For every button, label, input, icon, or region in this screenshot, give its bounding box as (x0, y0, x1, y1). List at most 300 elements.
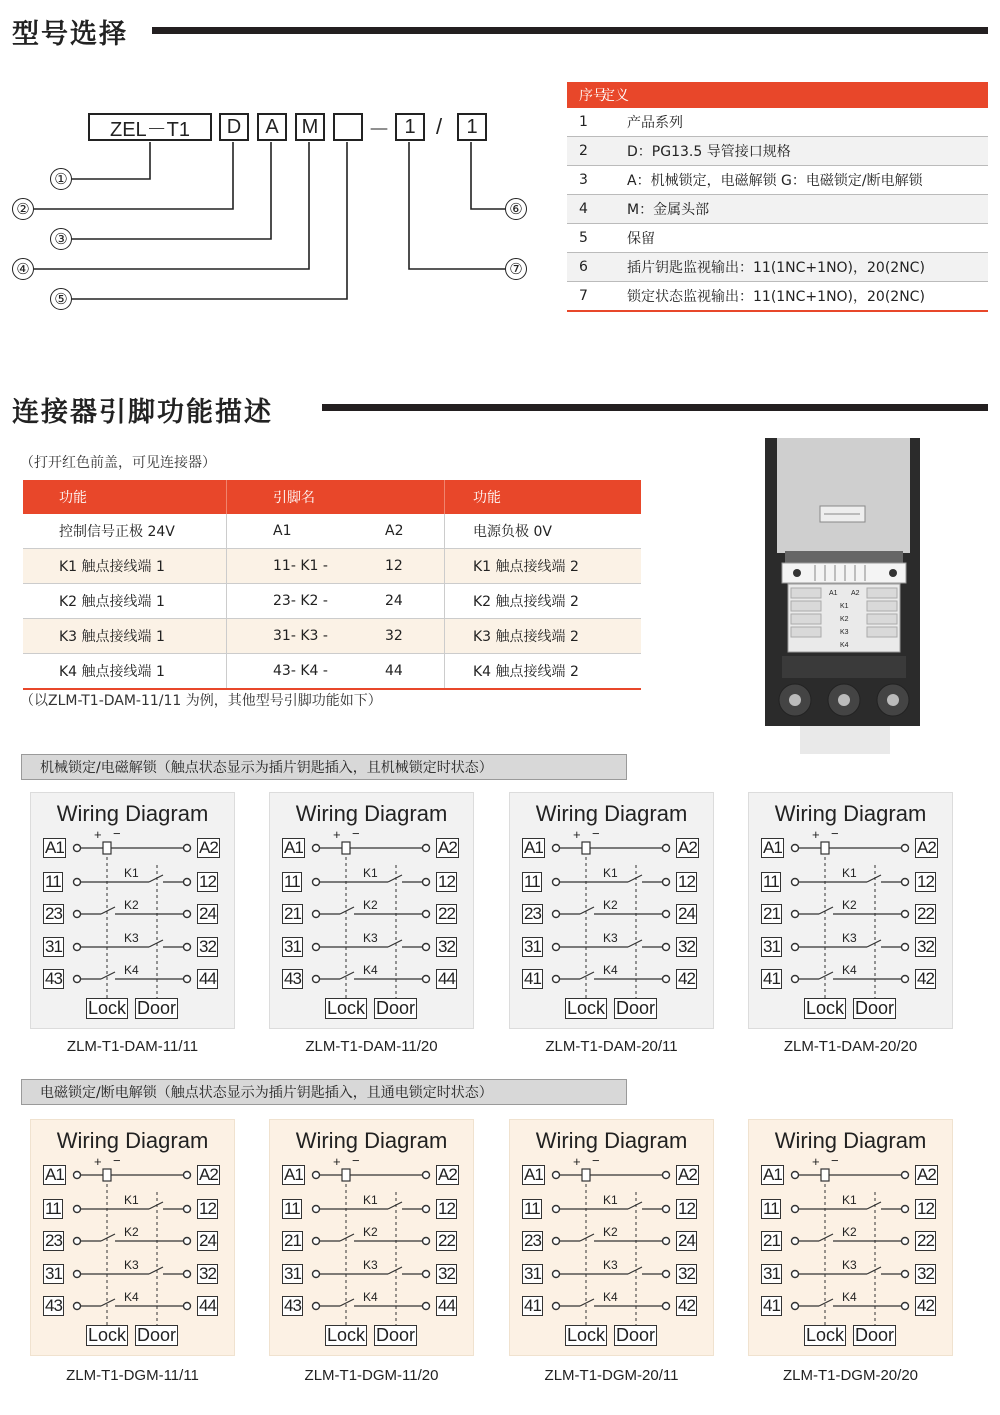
terminal-label-right: 32 (438, 937, 455, 956)
terminal-label-right: A2 (678, 838, 697, 857)
model-label: ZLM-T1-DAM-11/20 (305, 1038, 438, 1055)
terminal-label-right: A2 (199, 838, 218, 857)
terminal-label-right: 32 (199, 937, 216, 956)
terminal-label-right: 32 (917, 1264, 934, 1283)
model-box-a: A (257, 113, 287, 141)
terminal (313, 845, 320, 852)
wiring-diagram-title: Wiring Diagram (295, 1128, 448, 1153)
terminal-label-left: 23 (524, 1231, 541, 1250)
terminal-label-right: 24 (678, 1231, 695, 1250)
terminal (902, 879, 909, 886)
terminal (902, 976, 909, 983)
terminal (74, 1206, 81, 1213)
terminal (423, 845, 430, 852)
model-label: ZLM-T1-DAM-20/20 (783, 1038, 918, 1055)
terminal-label-right: 32 (199, 1264, 216, 1283)
connector-label: K4 (840, 642, 849, 649)
terminal-label-left: 31 (284, 1264, 301, 1283)
header-function-left: 功能 (23, 480, 227, 514)
terminal (792, 1172, 799, 1179)
coil-minus-label: − (831, 826, 839, 841)
lock-label: Lock (567, 1325, 606, 1345)
terminal-label-left: 11 (524, 1199, 540, 1218)
wiring-diagram (748, 792, 953, 1029)
contact-label: K3 (124, 931, 139, 945)
terminal-label-left: 41 (524, 969, 541, 988)
terminal (663, 944, 670, 951)
terminal-label-left: 41 (763, 969, 780, 988)
terminal-label-right: A2 (678, 1165, 697, 1184)
terminal (792, 944, 799, 951)
terminal (792, 911, 799, 918)
terminal-label-right: A2 (438, 1165, 457, 1184)
connector-label: A2 (851, 590, 860, 597)
model-label: ZLM-T1-DAM-11/11 (66, 1038, 199, 1055)
model-label: ZLM-T1-DGM-20/11 (544, 1367, 679, 1384)
terminal (553, 845, 560, 852)
wiring-diagram (509, 792, 714, 1029)
wiring-diagram (30, 1119, 235, 1356)
connector-photo (760, 436, 980, 766)
terminal (553, 944, 560, 951)
terminal (74, 1172, 81, 1179)
terminal (902, 1206, 909, 1213)
terminal-label-left: 21 (763, 1231, 780, 1250)
terminal (663, 976, 670, 983)
terminal (663, 1303, 670, 1310)
terminal (74, 845, 81, 852)
contact-label: K2 (124, 898, 139, 912)
terminal (792, 1271, 799, 1278)
terminal-label-right: 32 (678, 937, 695, 956)
terminal (184, 944, 191, 951)
contact-label: K4 (363, 1290, 378, 1304)
marker-4: ④ (12, 258, 34, 280)
coil (103, 1169, 111, 1181)
pin-function-table (23, 480, 641, 690)
terminal (184, 845, 191, 852)
pin-note-bottom: （以ZLM-T1-DAM-11/11 为例，其他型号引脚功能如下） (20, 693, 382, 709)
door-label: Door (137, 998, 177, 1018)
contact-switch (388, 940, 402, 947)
wiring-diagram-title: Wiring Diagram (774, 801, 927, 826)
table-row: K4 触点接线端 1 43- K4 - 44 K4 触点接线端 2 (23, 654, 641, 690)
definition-row: 4 M：金属头部 (567, 195, 988, 224)
coil (103, 842, 111, 854)
coil-minus-label: − (592, 826, 600, 841)
coil-plus-label: + (573, 1154, 581, 1169)
terminal-label-right: 44 (438, 969, 455, 988)
lock-label: Lock (88, 1325, 127, 1345)
terminal-label-right: 32 (917, 937, 934, 956)
terminal (792, 1238, 799, 1245)
connector-label: A1 (829, 590, 838, 597)
terminal-label-right: 44 (438, 1296, 455, 1315)
terminal-label-left: A1 (763, 1165, 782, 1184)
terminal-label-left: 21 (763, 904, 780, 923)
terminal (423, 1303, 430, 1310)
terminal (553, 1271, 560, 1278)
contact-label: K3 (363, 931, 378, 945)
wiring-diagram (509, 1119, 714, 1356)
table-row: 控制信号正极 24V A1 A2 电源负极 0V (23, 514, 641, 549)
contact-label: K3 (603, 1258, 618, 1272)
terminal-label-right: 12 (678, 1199, 695, 1218)
wiring-diagram (269, 1119, 474, 1356)
terminal (553, 879, 560, 886)
wiring-diagram (748, 1119, 953, 1356)
contact-label: K2 (363, 898, 378, 912)
contact-switch (819, 972, 833, 979)
contact-switch (580, 907, 594, 914)
contact-label: K2 (842, 898, 857, 912)
terminal-label-left: 41 (763, 1296, 780, 1315)
terminal (553, 1303, 560, 1310)
contact-switch (628, 1267, 642, 1274)
header-def: 定义 (601, 88, 629, 104)
contact-switch (149, 1202, 163, 1209)
terminal-label-left: 31 (45, 937, 62, 956)
terminal-label-left: A1 (284, 838, 303, 857)
model-box-d: D (219, 113, 249, 141)
contact-switch (867, 1267, 881, 1274)
definition-row: 7 锁定状态监视输出：11(1NC+1NO)，20(2NC) (567, 282, 988, 312)
terminal-label-left: 31 (524, 1264, 541, 1283)
model-label: ZLM-T1-DAM-20/11 (545, 1038, 678, 1055)
contact-label: K3 (363, 1258, 378, 1272)
terminal (663, 911, 670, 918)
terminal-label-left: 11 (284, 872, 300, 891)
section1-title: 型号选择 (12, 19, 128, 50)
terminal-label-left: 21 (284, 1231, 301, 1250)
pin-table-header (23, 480, 641, 514)
wiring-diagram-title: Wiring Diagram (56, 1128, 209, 1153)
model-box-reserved (333, 113, 363, 141)
terminal (663, 845, 670, 852)
model-prefix-box: ZEL－T1 (88, 113, 212, 141)
terminal-label-left: 21 (284, 904, 301, 923)
contact-switch (388, 1202, 402, 1209)
contact-switch (819, 907, 833, 914)
contact-switch (388, 1267, 402, 1274)
pin-note-top: （打开红色前盖，可见连接器） (20, 455, 216, 471)
door-label: Door (376, 1325, 416, 1345)
terminal-label-right: 22 (438, 904, 455, 923)
contact-label: K1 (603, 866, 618, 880)
terminal (902, 1172, 909, 1179)
contact-label: K4 (603, 963, 618, 977)
contact-label: K1 (124, 1193, 139, 1207)
contact-switch (628, 875, 642, 882)
contact-switch (101, 907, 115, 914)
connector-label: K3 (840, 629, 849, 636)
terminal-label-left: 31 (763, 937, 780, 956)
contact-switch (149, 940, 163, 947)
contact-label: K1 (603, 1193, 618, 1207)
coil-plus-label: + (812, 1154, 820, 1169)
lock-label: Lock (327, 1325, 366, 1345)
terminal-label-left: A1 (524, 838, 543, 857)
terminal (184, 1238, 191, 1245)
contact-switch (149, 875, 163, 882)
terminal (313, 1238, 320, 1245)
terminal-label-left: 23 (524, 904, 541, 923)
terminal (313, 976, 320, 983)
contact-label: K4 (603, 1290, 618, 1304)
terminal-label-right: 44 (199, 969, 216, 988)
contact-label: K1 (842, 866, 857, 880)
door-label: Door (855, 1325, 895, 1345)
terminal (313, 911, 320, 918)
terminal (423, 944, 430, 951)
coil-minus-label: − (113, 1153, 121, 1168)
terminal (184, 1271, 191, 1278)
header-function-right: 功能 (445, 480, 642, 514)
terminal-label-left: 11 (763, 872, 779, 891)
terminal (313, 1206, 320, 1213)
terminal (663, 879, 670, 886)
contact-label: K2 (603, 1225, 618, 1239)
contact-switch (340, 972, 354, 979)
lock-label: Lock (88, 998, 127, 1018)
terminal (902, 911, 909, 918)
contact-label: K4 (842, 963, 857, 977)
definition-table-header (567, 82, 988, 108)
contact-label: K4 (124, 1290, 139, 1304)
terminal (792, 1206, 799, 1213)
terminal-label-left: 31 (45, 1264, 62, 1283)
terminal-label-right: 22 (438, 1231, 455, 1250)
coil-minus-label: − (831, 1153, 839, 1168)
terminal (74, 1238, 81, 1245)
definition-row: 6 插片钥匙监视输出：11(1NC+1NO)，20(2NC) (567, 253, 988, 282)
contact-switch (867, 875, 881, 882)
terminal-label-right: 12 (199, 872, 216, 891)
terminal-label-left: 43 (45, 969, 62, 988)
coil-minus-label: − (352, 1153, 360, 1168)
contact-switch (580, 1234, 594, 1241)
terminal-label-right: 24 (199, 1231, 216, 1250)
terminal-label-right: 12 (438, 872, 455, 891)
terminal-label-left: 31 (763, 1264, 780, 1283)
wiring-diagram-title: Wiring Diagram (535, 801, 688, 826)
table-row: K2 触点接线端 1 23- K2 - 24 K2 触点接线端 2 (23, 584, 641, 619)
terminal-label-right: 44 (199, 1296, 216, 1315)
contact-switch (101, 1299, 115, 1306)
terminal (663, 1206, 670, 1213)
marker-2: ② (12, 198, 34, 220)
terminal-label-left: A1 (524, 1165, 543, 1184)
terminal (902, 845, 909, 852)
model-box-key-output: 1 (395, 113, 425, 141)
contact-switch (340, 1234, 354, 1241)
marker-7: ⑦ (505, 258, 527, 280)
terminal-label-right: 12 (438, 1199, 455, 1218)
coil-plus-label: + (94, 1154, 102, 1169)
contact-label: K4 (363, 963, 378, 977)
definition-row: 1 产品系列 (567, 108, 988, 137)
wiring-diagram-title: Wiring Diagram (295, 801, 448, 826)
header-pin-name: 引脚名 (227, 480, 445, 514)
contact-switch (867, 940, 881, 947)
coil (582, 1169, 590, 1181)
terminal (902, 944, 909, 951)
contact-switch (101, 1234, 115, 1241)
terminal (663, 1238, 670, 1245)
model-dash: － (368, 117, 391, 142)
terminal (74, 1271, 81, 1278)
terminal-label-right: 22 (917, 904, 934, 923)
terminal-label-left: 31 (284, 937, 301, 956)
group2-banner: 电磁锁定/断电解锁（触点状态显示为插片钥匙插入，且通电锁定时状态） (21, 1079, 627, 1105)
contact-label: K2 (124, 1225, 139, 1239)
wiring-diagram-title: Wiring Diagram (774, 1128, 927, 1153)
definition-row: 5 保留 (567, 224, 988, 253)
terminal-label-right: 42 (917, 969, 934, 988)
definition-row: 3 A：机械锁定，电磁解锁 G：电磁锁定/断电解锁 (567, 166, 988, 195)
contact-switch (340, 1299, 354, 1306)
terminal-label-left: 23 (45, 1231, 62, 1250)
terminal (313, 879, 320, 886)
contact-label: K3 (842, 1258, 857, 1272)
terminal-label-right: 22 (917, 1231, 934, 1250)
terminal-label-right: 24 (199, 904, 216, 923)
coil-plus-label: + (812, 827, 820, 842)
table-row: K1 触点接线端 1 11- K1 - 12 K1 触点接线端 2 (23, 549, 641, 584)
wiring-diagram-title: Wiring Diagram (535, 1128, 688, 1153)
terminal (313, 1172, 320, 1179)
definition-table (567, 82, 988, 312)
header-no: 序号 (579, 88, 607, 104)
definition-row: 2 D：PG13.5 导管接口规格 (567, 137, 988, 166)
coil (821, 1169, 829, 1181)
marker-6: ⑥ (505, 198, 527, 220)
terminal-label-left: 11 (763, 1199, 779, 1218)
terminal (792, 1303, 799, 1310)
terminal (663, 1172, 670, 1179)
terminal (423, 1271, 430, 1278)
section2-title: 连接器引脚功能描述 (12, 397, 273, 428)
terminal (792, 976, 799, 983)
door-label: Door (616, 1325, 656, 1345)
coil-minus-label: − (592, 1153, 600, 1168)
terminal-label-right: A2 (917, 838, 936, 857)
group1-banner: 机械锁定/电磁解锁（触点状态显示为插片钥匙插入，且机械锁定时状态） (21, 754, 627, 780)
contact-switch (819, 1299, 833, 1306)
terminal-label-right: 42 (917, 1296, 934, 1315)
terminal-label-right: 12 (678, 872, 695, 891)
terminal (74, 976, 81, 983)
contact-switch (580, 972, 594, 979)
terminal-label-left: 43 (284, 1296, 301, 1315)
terminal-label-left: 43 (284, 969, 301, 988)
terminal (184, 1206, 191, 1213)
coil (342, 842, 350, 854)
contact-label: K4 (124, 963, 139, 977)
terminal (184, 1303, 191, 1310)
terminal (313, 1303, 320, 1310)
coil (821, 842, 829, 854)
terminal-label-right: 42 (678, 1296, 695, 1315)
contact-switch (149, 1267, 163, 1274)
coil (582, 842, 590, 854)
terminal (313, 1271, 320, 1278)
terminal (74, 911, 81, 918)
model-slash: / (436, 114, 443, 139)
terminal (423, 1238, 430, 1245)
contact-label: K3 (124, 1258, 139, 1272)
contact-switch (340, 907, 354, 914)
connector-label: K1 (840, 603, 849, 610)
terminal (663, 1271, 670, 1278)
terminal (792, 845, 799, 852)
contact-switch (628, 1202, 642, 1209)
model-label: ZLM-T1-DGM-11/11 (66, 1367, 199, 1384)
table-row: K3 触点接线端 1 31- K3 - 32 K3 触点接线端 2 (23, 619, 641, 654)
terminal (74, 944, 81, 951)
contact-label: K2 (603, 898, 618, 912)
wiring-diagram (269, 792, 474, 1029)
contact-label: K1 (124, 866, 139, 880)
marker-1: ① (50, 168, 72, 190)
lock-label: Lock (806, 998, 845, 1018)
terminal (313, 944, 320, 951)
terminal-label-left: 11 (284, 1199, 300, 1218)
terminal (184, 879, 191, 886)
coil (342, 1169, 350, 1181)
terminal-label-right: 12 (917, 872, 934, 891)
terminal-label-right: 32 (438, 1264, 455, 1283)
wiring-diagram-title: Wiring Diagram (56, 801, 209, 826)
terminal (902, 1303, 909, 1310)
contact-label: K4 (842, 1290, 857, 1304)
terminal (423, 1206, 430, 1213)
section2-divider (322, 404, 988, 411)
terminal-label-left: 23 (45, 904, 62, 923)
terminal-label-right: 42 (678, 969, 695, 988)
terminal-label-left: A1 (45, 838, 64, 857)
terminal (553, 1172, 560, 1179)
coil-plus-label: + (573, 827, 581, 842)
terminal (553, 911, 560, 918)
terminal-label-left: 43 (45, 1296, 62, 1315)
terminal (553, 1206, 560, 1213)
contact-switch (628, 940, 642, 947)
terminal-label-left: A1 (763, 838, 782, 857)
contact-label: K1 (842, 1193, 857, 1207)
terminal (74, 879, 81, 886)
lock-label: Lock (327, 998, 366, 1018)
terminal-label-left: 11 (45, 872, 61, 891)
terminal (184, 1172, 191, 1179)
door-label: Door (137, 1325, 177, 1345)
terminal-label-left: 11 (45, 1199, 61, 1218)
model-label: ZLM-T1-DGM-11/20 (304, 1367, 439, 1384)
contact-label: K3 (842, 931, 857, 945)
contact-label: K3 (603, 931, 618, 945)
coil-minus-label: − (113, 826, 121, 841)
contact-label: K2 (363, 1225, 378, 1239)
terminal (423, 1172, 430, 1179)
terminal (74, 1303, 81, 1310)
contact-switch (819, 1234, 833, 1241)
terminal-label-right: 12 (199, 1199, 216, 1218)
terminal-label-left: A1 (45, 1165, 64, 1184)
terminal (423, 976, 430, 983)
terminal-label-right: 12 (917, 1199, 934, 1218)
model-box-m: M (295, 113, 325, 141)
model-label: ZLM-T1-DGM-20/20 (782, 1367, 919, 1384)
